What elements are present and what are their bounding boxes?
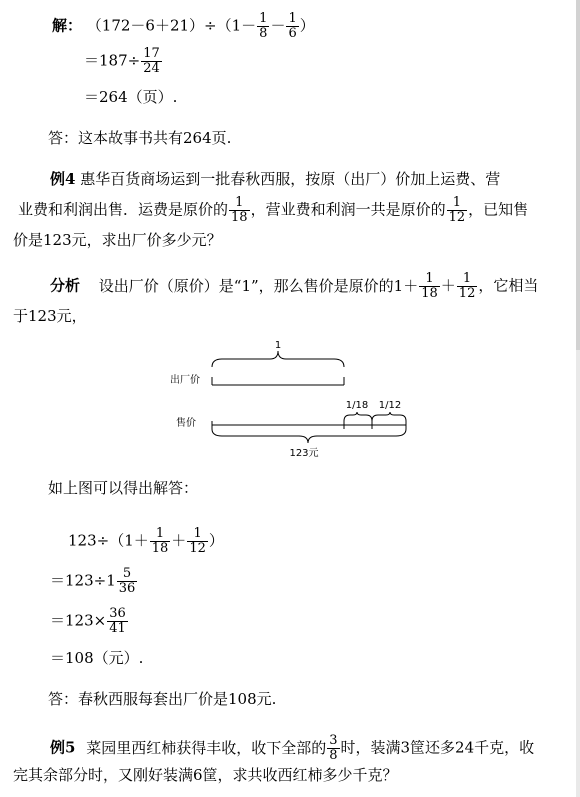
solution1-line2 <box>84 47 163 76</box>
denominator: 41 <box>109 621 126 636</box>
solution2-intro: 如上图可以得出解答： <box>48 479 199 497</box>
numerator: 1 <box>155 526 165 541</box>
expr-text: ＝123÷1 <box>50 571 116 590</box>
denominator: 8 <box>259 26 268 41</box>
denominator: 12 <box>458 286 476 301</box>
example-text: ，营业费和利润一共是原价的 <box>250 200 446 219</box>
expr-text: ＝123× <box>50 611 107 630</box>
fraction <box>117 567 138 596</box>
solution2-line2 <box>50 567 138 596</box>
expr-text: ） <box>208 531 224 550</box>
numerator: 1 <box>288 11 297 26</box>
plus-sign: ＋ <box>440 276 456 295</box>
example4-line3: 价是123元，求出厂价多少元？ <box>13 231 222 249</box>
expr-text: ＝187÷ <box>84 51 141 70</box>
fraction <box>150 527 171 556</box>
fraction <box>229 196 250 225</box>
denominator: 8 <box>329 748 338 763</box>
analysis-line2: 于123元， <box>13 307 87 325</box>
example-text: 时，装满3筐还多24千克，收 <box>340 738 535 757</box>
denominator: 24 <box>143 61 160 76</box>
solution2-line4: ＝108（元）. <box>50 649 144 667</box>
example-text: ，已知售 <box>468 200 529 219</box>
fraction <box>257 12 269 41</box>
denominator: 18 <box>421 286 438 301</box>
solution-label: 解： <box>52 16 83 35</box>
numerator: 1 <box>452 195 461 210</box>
scrollbar[interactable] <box>576 0 580 797</box>
example-text: 惠华百货商场运到一批春秋西服，按原（出厂）价加上运费、营 <box>80 170 501 188</box>
example-label: 例4 <box>50 170 76 188</box>
bottom-brace <box>212 429 406 443</box>
analysis-label: 分析 <box>50 276 81 295</box>
numerator: 5 <box>122 566 132 581</box>
top-brace <box>212 351 344 367</box>
solution2-line1 <box>68 527 224 556</box>
solution1-line1 <box>52 12 315 41</box>
numerator: 1 <box>259 11 268 26</box>
example-text: 业费和利润出售．运费是原价的 <box>18 200 229 219</box>
expr-text: 123÷（1＋ <box>68 531 149 550</box>
scrollbar-thumb[interactable] <box>576 0 580 350</box>
fraction <box>447 196 468 225</box>
segment-diagram <box>0 335 560 465</box>
seg2-brace <box>372 412 406 421</box>
fraction <box>419 272 440 301</box>
example5-line2: 完其余部分时，又刚好装满6筐，求共收西红柿多少千克？ <box>13 766 398 784</box>
answer-2: 答：春秋西服每套出厂价是108元. <box>48 690 277 708</box>
example-text: 菜园里西红柿获得丰收，收下全部的 <box>86 738 327 757</box>
fraction <box>327 734 339 763</box>
solution1-line3: ＝264（页）. <box>84 88 178 106</box>
numerator: 1 <box>193 526 202 541</box>
denominator: 12 <box>448 210 466 225</box>
numerator: 36 <box>109 606 126 621</box>
analysis-text: 设出厂价（原价）是“1”，那么售价是原价的1＋ <box>98 276 419 295</box>
denominator: 18 <box>231 210 248 225</box>
row2-label: 售价 <box>176 418 196 429</box>
solution2-line3 <box>50 607 129 636</box>
numerator: 3 <box>329 733 338 748</box>
fraction <box>141 47 162 76</box>
numerator: 1 <box>235 195 244 210</box>
bottom-label: 123元 <box>289 448 319 459</box>
plus-sign: ＋ <box>171 531 187 550</box>
answer-1: 答：这本故事书共有264页. <box>48 129 232 147</box>
seg1-brace <box>344 412 372 421</box>
numerator: 1 <box>462 271 472 286</box>
expr-close: ） <box>299 16 315 35</box>
fraction <box>286 12 298 41</box>
example4-line2 <box>18 196 528 225</box>
top-label: 1 <box>274 340 282 351</box>
example4-line1 <box>50 172 500 187</box>
example-label: 例5 <box>50 738 76 757</box>
analysis-text: ，它相当 <box>478 276 539 295</box>
example5-line1 <box>50 734 534 763</box>
denominator: 6 <box>288 26 297 41</box>
seg1-label: 1/18 <box>345 400 369 411</box>
numerator: 17 <box>143 46 160 61</box>
row1-label: 出厂价 <box>170 375 200 386</box>
numerator: 1 <box>425 271 434 286</box>
denominator: 36 <box>118 581 136 596</box>
fraction <box>457 272 478 301</box>
fraction <box>187 527 208 556</box>
analysis-line1 <box>50 272 538 301</box>
expr-open: （172－6＋21）÷（1－ <box>86 16 257 35</box>
fraction <box>107 607 128 636</box>
seg2-label: 1/12 <box>378 400 402 411</box>
denominator: 12 <box>189 541 206 556</box>
minus-sign: － <box>270 16 286 35</box>
denominator: 18 <box>151 541 169 556</box>
